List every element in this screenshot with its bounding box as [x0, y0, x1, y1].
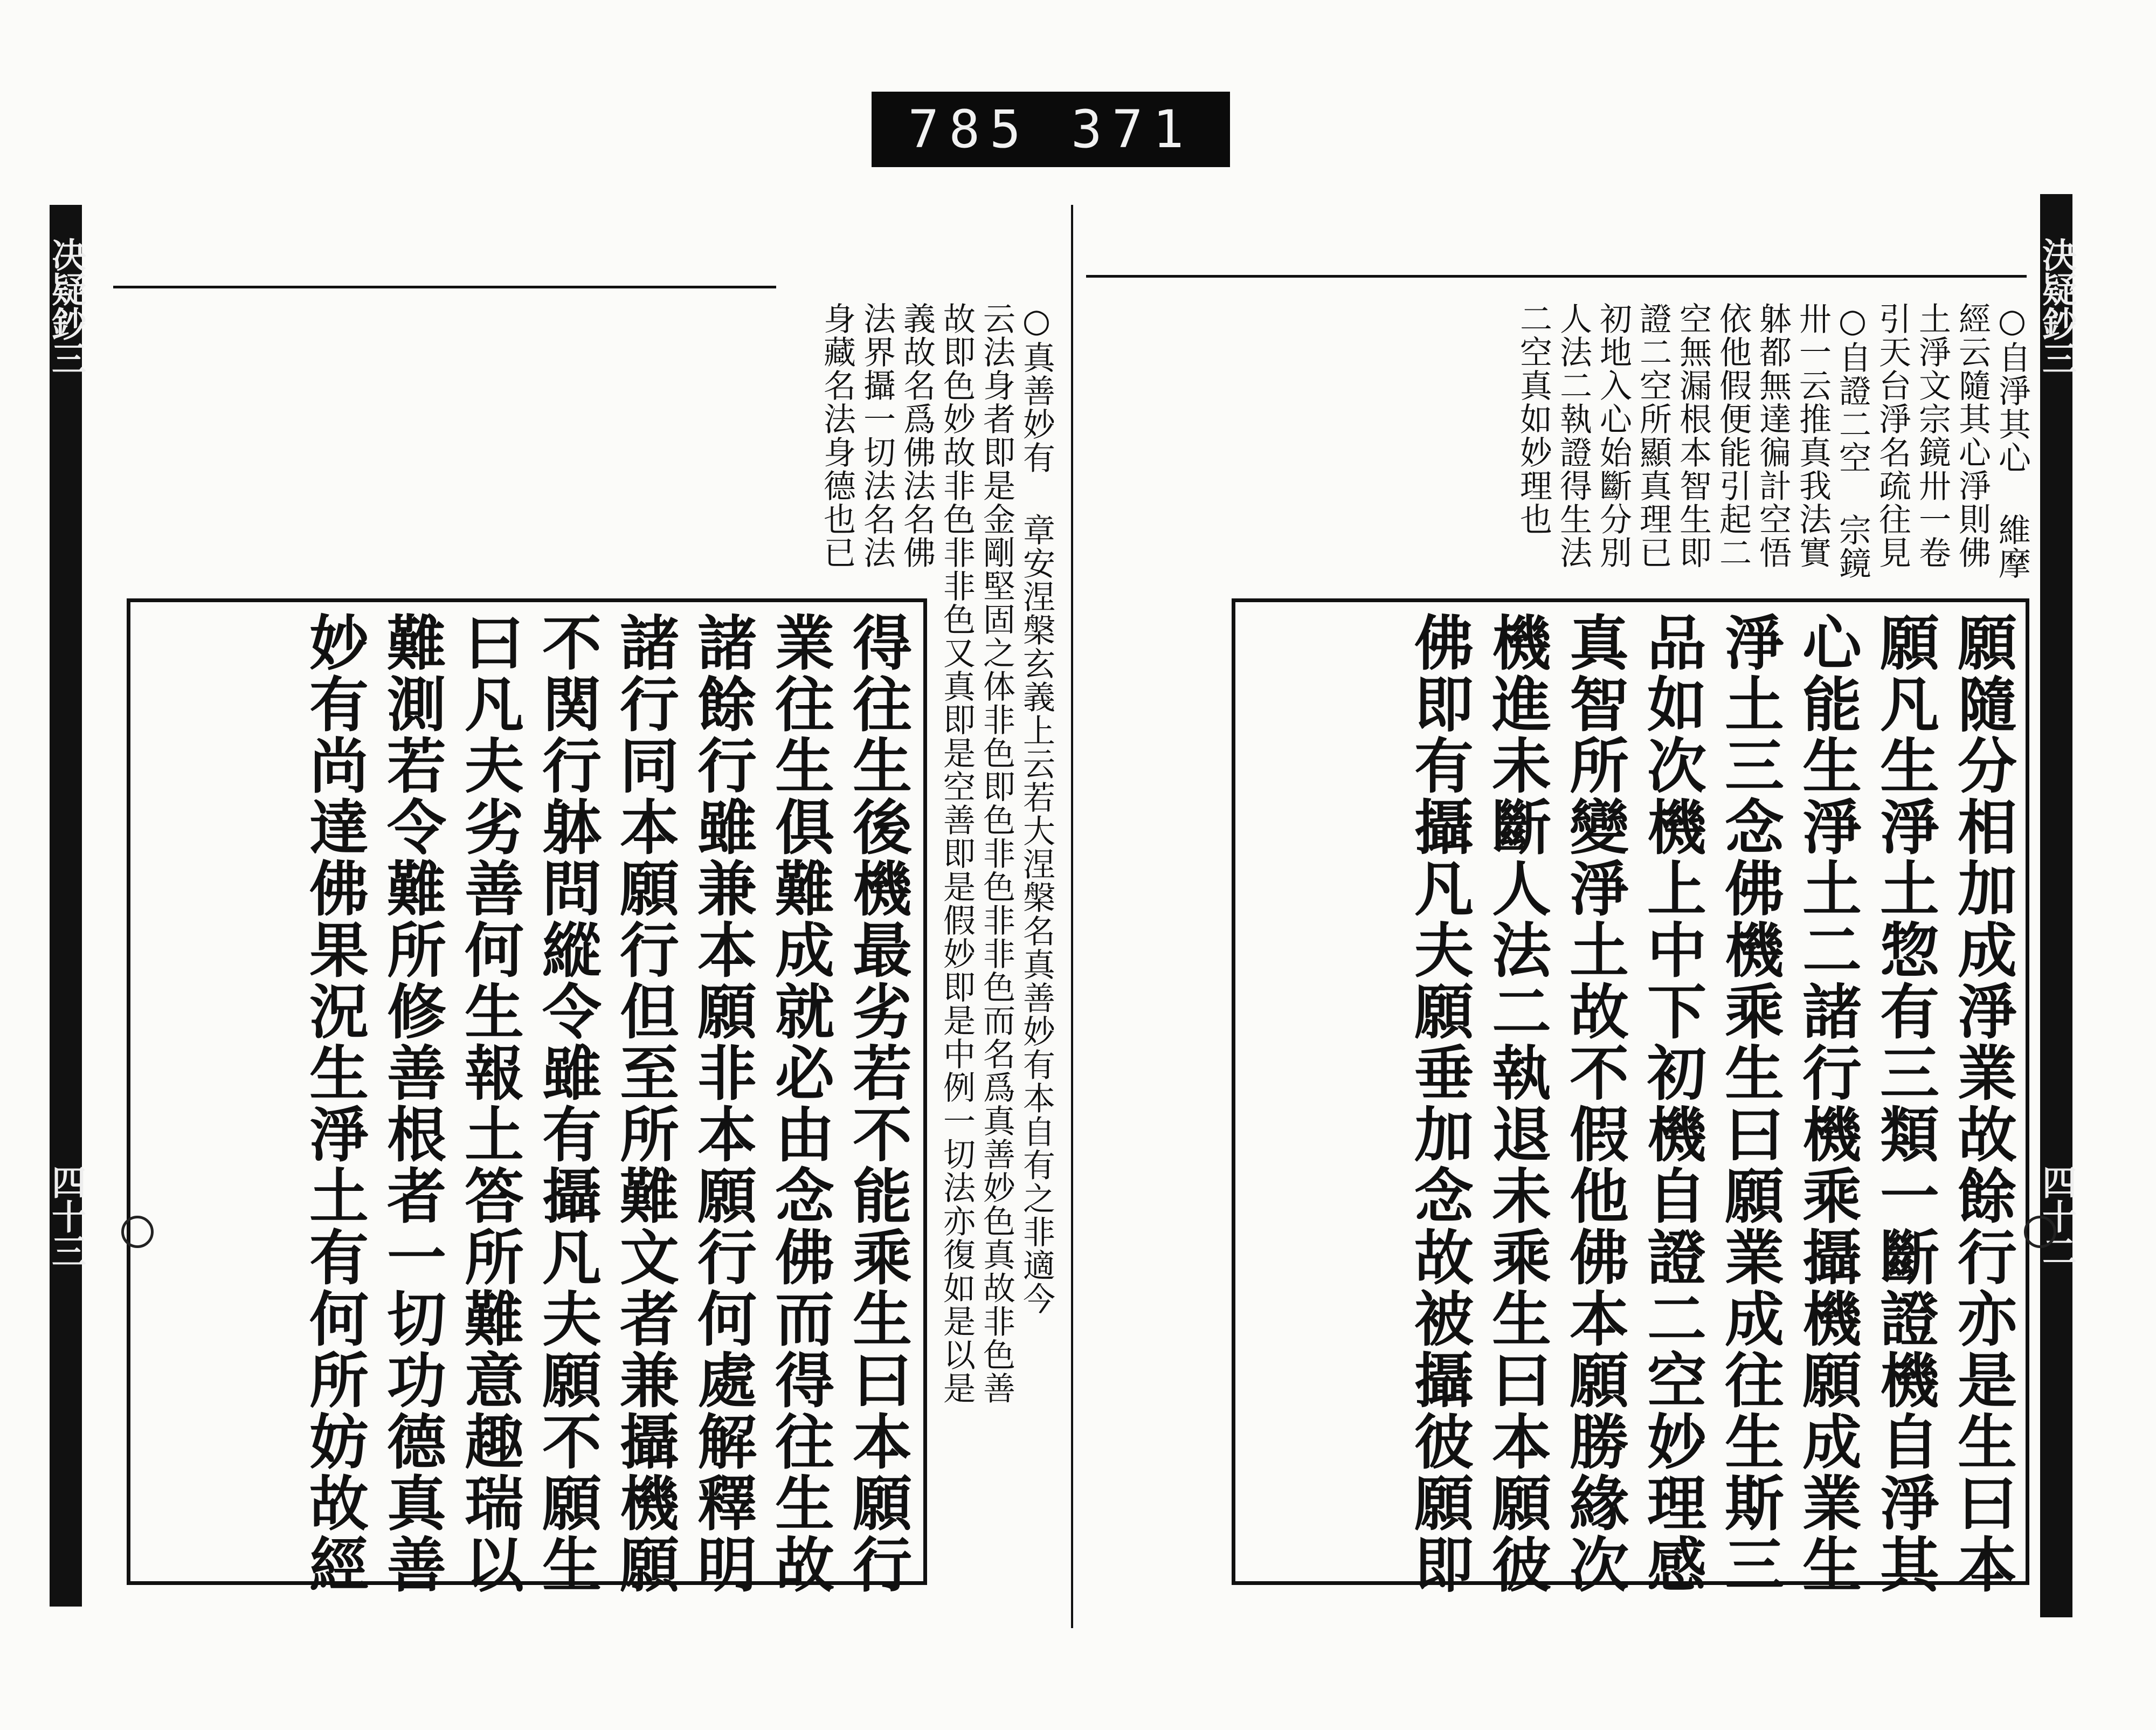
catalog-number-left: 785 — [908, 99, 1031, 160]
right-note-line: 卅一云推真我法實 — [1794, 302, 1832, 569]
right-page-spine — [2036, 194, 2077, 1617]
left-main-line: 難測若令難所修善根者一切功德真善 — [377, 612, 447, 1595]
right-main-text — [1250, 612, 2021, 1595]
left-note-line: ○真善妙有 章安涅槃玄義上云若大涅槃名真善妙有本自有之非適今 — [1018, 302, 1055, 1315]
right-note-line: 人法二執證得生法 — [1554, 302, 1592, 569]
catalog-number-right: 371 — [1071, 99, 1194, 160]
left-main-line: 諸餘行雖兼本願非本願行何處解釋明 — [688, 612, 757, 1595]
left-main-line: 妙有尚達佛果況生淨土有何所妨故經 — [300, 612, 369, 1595]
right-note-line: 證二空所顯真理已 — [1634, 302, 1672, 569]
left-note-line: 故即色妙故非色非非色又真即是空善即是假妙即是中例一切法亦復如是以是 — [938, 302, 976, 1405]
right-main-line: 淨土三念佛機乘生曰願業成往生斯三 — [1715, 612, 1785, 1595]
left-main-line: 業往生俱難成就必由念佛而得往生故 — [765, 612, 835, 1595]
right-note-line: 空無漏根本智生即 — [1674, 302, 1712, 569]
right-main-line: 心能生淨土二諸行機乘攝機願成業生 — [1793, 612, 1862, 1595]
right-main-line: 佛即有攝凡夫願垂加念故被攝彼願即 — [1405, 612, 1474, 1595]
right-note-block — [1197, 302, 2032, 615]
right-main-line: 真智所變淨土故不假他佛本願勝緣次 — [1560, 612, 1629, 1595]
left-page-spine — [46, 205, 86, 1607]
right-note-line: ○自證二空 宗鏡 — [1834, 302, 1871, 580]
left-spine-leaf: 四十三 — [46, 1164, 86, 1268]
left-main-line: 曰凡夫劣善何生報土答所難意趣瑞以 — [455, 612, 524, 1595]
right-main-line: 機進未斷人法二執退未乘生曰本願彼 — [1482, 612, 1552, 1595]
right-note-line: ○自淨其心 維摩 — [1993, 302, 2031, 580]
left-main-line: 得往生後機最劣若不能乘生曰本願行 — [843, 612, 913, 1595]
right-main-line: 願凡生淨土惣有三類一斷證機自淨其 — [1870, 612, 1940, 1595]
left-note-line: 身藏名法身德也已 — [818, 302, 856, 569]
right-main-line: 品如次機上中下初機自證二空妙理感 — [1637, 612, 1707, 1595]
left-note-line: 法界攝一切法名法 — [858, 302, 896, 569]
right-note-line: 土淨文宗鏡卅一卷 — [1913, 302, 1951, 569]
right-spine-leaf: 四十二 — [2036, 1164, 2077, 1268]
catalog-label — [872, 92, 1230, 167]
margin-circle-mark — [121, 1216, 154, 1248]
left-spine-title: 决疑鈔三 — [46, 237, 86, 375]
left-note-line: 義故名爲佛法名佛 — [898, 302, 936, 569]
left-main-text — [151, 612, 916, 1595]
right-note-line: 初地入心始斷分別 — [1594, 302, 1632, 569]
binding-gutter — [1071, 205, 1073, 1628]
margin-circle-mark — [2024, 1216, 2056, 1248]
right-top-rule — [1086, 275, 2027, 278]
right-note-line: 經云隨其心淨則佛 — [1953, 302, 1991, 569]
right-note-line: 引天台淨名疏往見 — [1874, 302, 1911, 569]
right-note-line: 二空真如妙理也 — [1515, 302, 1552, 536]
right-spine-title: 決疑鈔三 — [2036, 237, 2077, 375]
left-top-rule — [113, 286, 776, 288]
left-main-line: 不関行躰問縱令雖有攝凡夫願不願生 — [533, 612, 602, 1595]
right-note-line: 躰都無達徧計空悟 — [1754, 302, 1792, 569]
left-main-line: 諸行同本願行但至所難文者兼攝機願 — [610, 612, 680, 1595]
right-note-line: 依他假便能引起二 — [1714, 302, 1752, 569]
right-main-line: 願隨分相加成淨業故餘行亦是生曰本 — [1948, 612, 2017, 1595]
left-note-line: 云法身者即是金剛堅固之体非色即色非色非非色而名爲真善妙色真故非色善 — [978, 302, 1015, 1405]
